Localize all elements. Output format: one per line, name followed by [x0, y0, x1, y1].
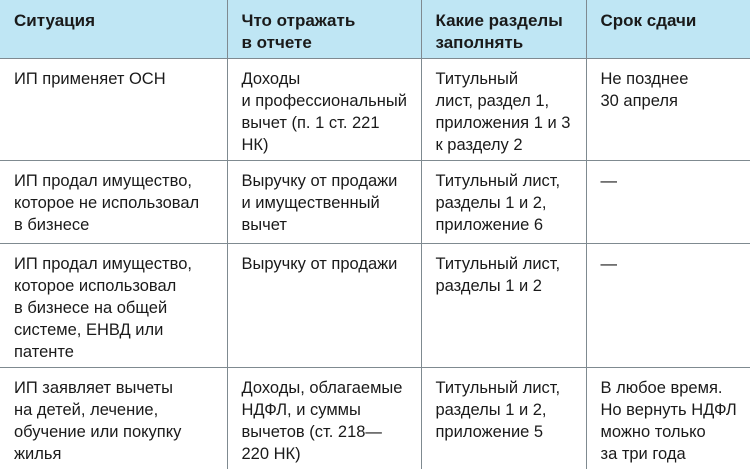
cell-situation: ИП продал имущество, которое не использовал в бизнесе [0, 161, 227, 244]
header-what-to-report [227, 0, 421, 59]
cell-deadline: Не позднее 30 апреля [586, 59, 750, 161]
cell-what-to-report: Выручку от продажи [227, 244, 421, 368]
table-row [0, 161, 750, 244]
header-deadline [586, 0, 750, 59]
cell-deadline: — [586, 161, 750, 244]
cell-situation: ИП продал имущество, которое использовал в бизнесе на общей системе, ЕНВД или патенте [0, 244, 227, 368]
cell-deadline: — [586, 244, 750, 368]
cell-situation: ИП заявляет вычеты на детей, лечение, обучение или покупку жилья [0, 368, 227, 469]
header-label: Что отражать в отчете [242, 11, 356, 52]
cell-what-to-report: Доходы и профессиональный вычет (п. 1 ст. 221 НК) [227, 59, 421, 161]
header-situation [0, 0, 227, 59]
cell-what-to-report: Выручку от продажи и имущественный вычет [227, 161, 421, 244]
table-header-row [0, 0, 750, 59]
cell-sections: Титульный лист, разделы 1 и 2, приложение 6 [421, 161, 586, 244]
table-row [0, 59, 750, 161]
cell-situation: ИП применяет ОСН [0, 59, 227, 161]
header-label: Какие разделы заполнять [436, 11, 563, 52]
table-row [0, 368, 750, 469]
cell-what-to-report: Доходы, облагаемые НДФЛ, и суммы вычетов (ст. 218— 220 НК) [227, 368, 421, 469]
cell-sections: Титульный лист, раздел 1, приложения 1 и 3 к разделу 2 [421, 59, 586, 161]
header-label: Ситуация [14, 11, 95, 30]
cell-sections: Титульный лист, разделы 1 и 2 [421, 244, 586, 368]
header-label: Срок сдачи [601, 11, 697, 30]
cell-deadline: В любое время. Но вернуть НДФЛ можно только за три года [586, 368, 750, 469]
header-sections [421, 0, 586, 59]
table-row [0, 244, 750, 368]
cell-sections: Титульный лист, разделы 1 и 2, приложение 5 [421, 368, 586, 469]
